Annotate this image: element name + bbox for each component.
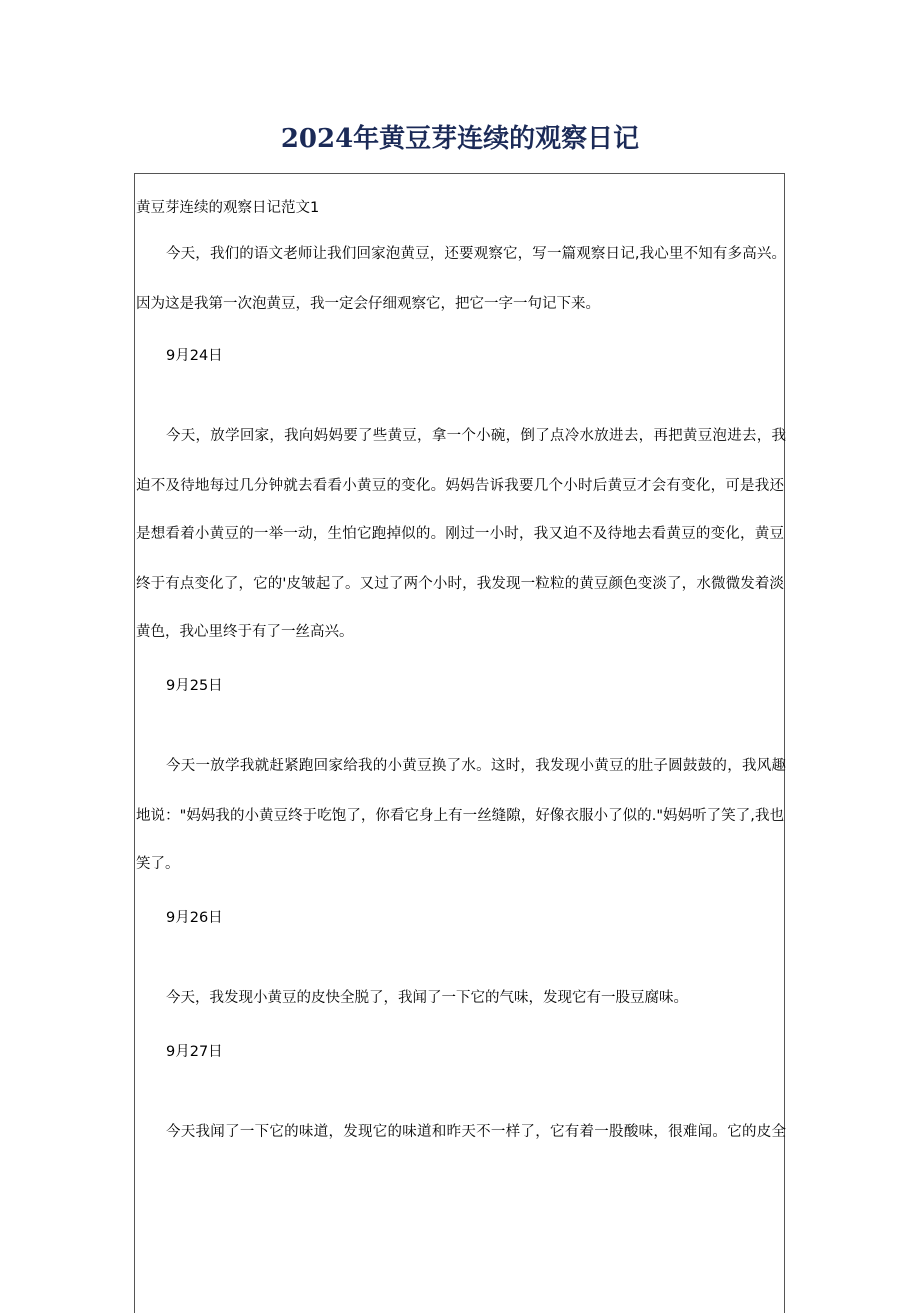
- paragraph-line: 黄色，我心里终于有了一丝高兴。: [136, 624, 354, 640]
- paragraph-line: 笑了。: [136, 856, 180, 872]
- date-entry: 9月25日: [166, 678, 223, 694]
- date-entry: 9月27日: [166, 1044, 223, 1060]
- paragraph-line: 是想看着小黄豆的一举一动，生怕它跑掉似的。刚过一小时，我又迫不及待地去看黄豆的变化，黄豆: [136, 526, 784, 542]
- paragraph-line: 今天，我们的语文老师让我们回家泡黄豆，还要观察它，写一篇观察日记,我心里不知有多高兴。: [166, 246, 786, 262]
- section-heading: 黄豆芽连续的观察日记范文1: [136, 200, 320, 216]
- document-title: 2024年黄豆芽连续的观察日记: [280, 124, 640, 154]
- paragraph-line: 今天，我发现小黄豆的皮快全脱了，我闻了一下它的气味，发现它有一股豆腐味。: [166, 990, 688, 1006]
- paragraph-line: 地说："妈妈我的小黄豆终于吃饱了，你看它身上有一丝缝隙，好像衣服小了似的."妈妈听了笑了,我也: [136, 808, 784, 824]
- paragraph-line: 今天，放学回家，我向妈妈要了些黄豆，拿一个小碗，倒了点冷水放进去，再把黄豆泡进去，我: [166, 428, 786, 444]
- date-entry: 9月26日: [166, 910, 223, 926]
- paragraph-line: 终于有点变化了，它的'皮皱起了。又过了两个小时，我发现一粒粒的黄豆颜色变淡了，水微微发着淡: [136, 576, 784, 592]
- paragraph-line: 因为这是我第一次泡黄豆，我一定会仔细观察它，把它一字一句记下来。: [136, 296, 600, 312]
- content-frame: [134, 173, 785, 1313]
- date-entry: 9月24日: [166, 348, 223, 364]
- paragraph-line: 今天一放学我就赶紧跑回家给我的小黄豆换了水。这时，我发现小黄豆的肚子圆鼓鼓的，我风趣: [166, 758, 786, 774]
- paragraph-line: 迫不及待地每过几分钟就去看看小黄豆的变化。妈妈告诉我要几个小时后黄豆才会有变化，可是我还: [136, 478, 784, 494]
- paragraph-line: 今天我闻了一下它的味道，发现它的味道和昨天不一样了，它有着一股酸味，很难闻。它的皮全: [166, 1124, 786, 1140]
